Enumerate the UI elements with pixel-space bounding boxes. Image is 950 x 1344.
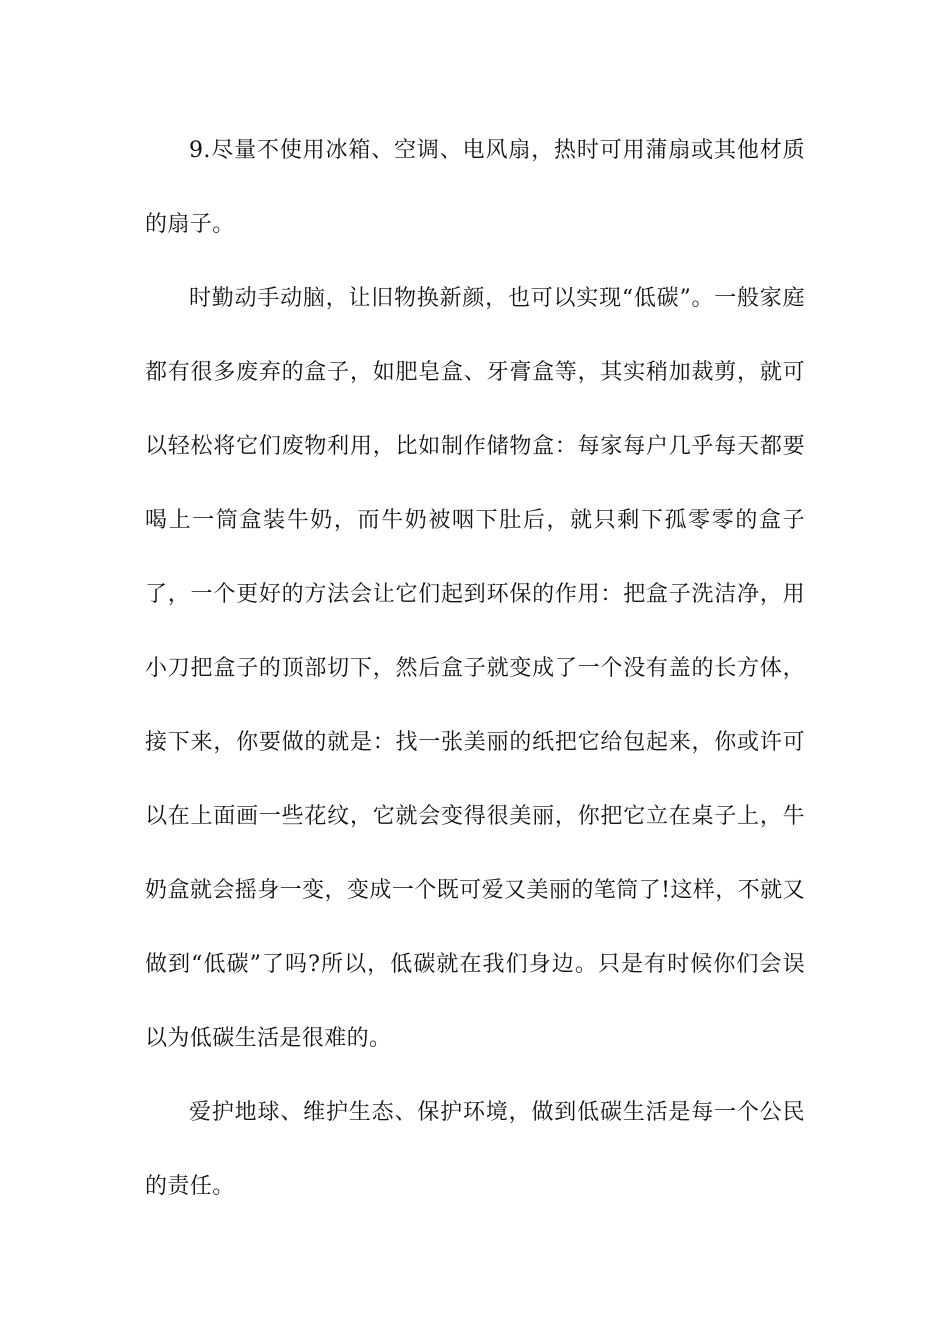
document-body	[145, 114, 805, 1224]
paragraph-reuse-boxes: 时勤动手动脑，让旧物换新颜，也可以实现“低碳”。一般家庭都有很多废弃的盒子，如肥皂盒、牙膏盒等，其实稍加裁剪，就可以轻松将它们废物利用，比如制作储物盒：每家每户几乎每天都要喝上一筒盒装牛奶，而牛奶被咽下肚后，就只剩下孤零零的盒子了，一个更好的方法会让它们起到环保的作用：把盒子洗洁净，用小刀把盒子的顶部切下，然后盒子就变成了一个没有盖的长方体，接下来，你要做的就是：找一张美丽的纸把它给包起来，你或许可以在上面画一些花纹，它就会变得很美丽，你把它立在桌子上，牛奶盒就会摇身一变，变成一个既可爱又美丽的笔筒了!这样，不就又做到“低碳”了吗?所以，低碳就在我们身边。只是有时候你们会误以为低碳生活是很难的。	[145, 286, 805, 1051]
paragraph-fan-tip: 9.尽量不使用冰箱、空调、电风扇，热时可用蒲扇或其他材质的扇子。	[145, 138, 805, 237]
paragraph-responsibility: 爱护地球、维护生态、保护环境，做到低碳生活是每一个公民的责任。	[145, 1100, 805, 1199]
